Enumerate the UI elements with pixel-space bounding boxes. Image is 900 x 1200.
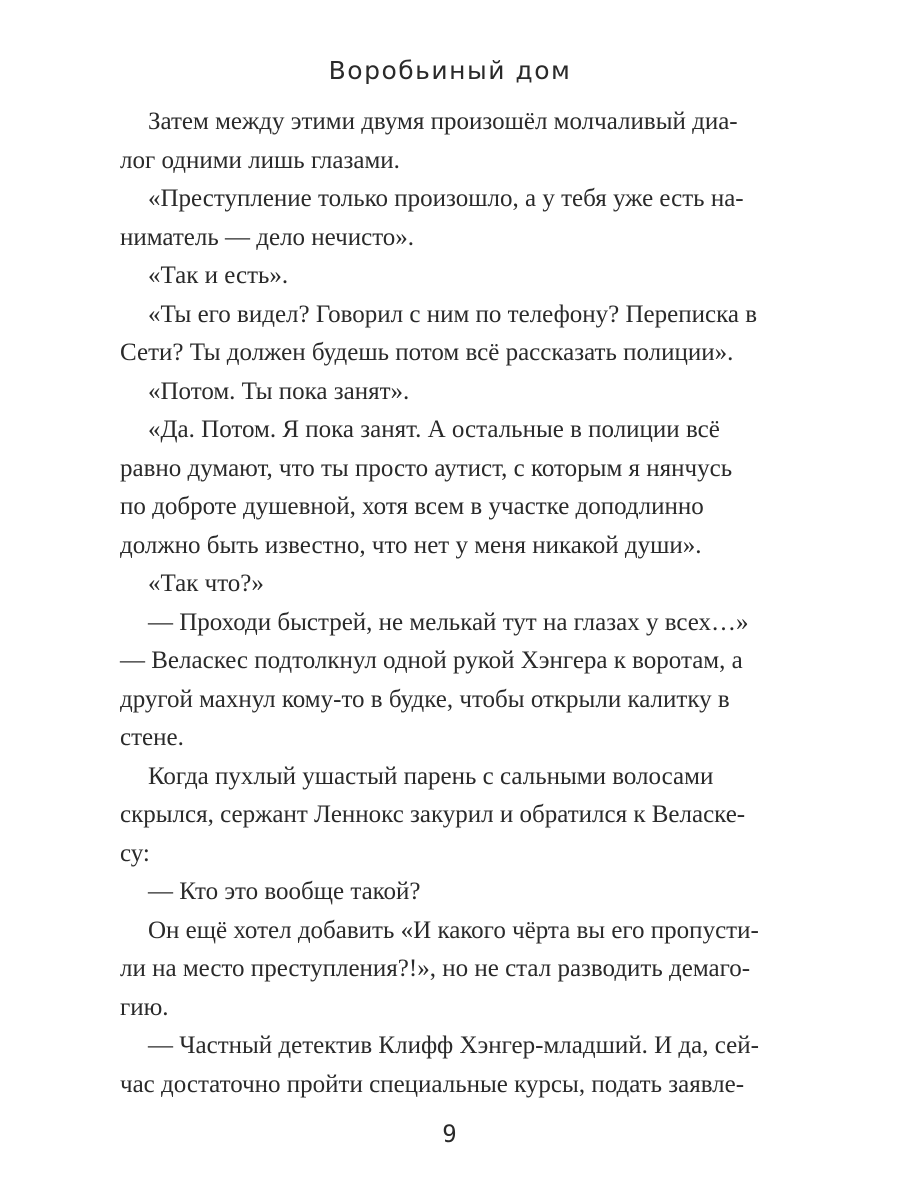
text-line: «Потом. Ты пока занят». [148,377,410,405]
text-line: — Кто это вообще такой? [148,878,421,905]
text-line: — Проходи быстрей, не мелькай тут на глазах у всех…» [148,608,749,636]
text-line: другой махнул кому-то в будке, чтобы открыли калитку в [120,685,730,713]
page-number: 9 [442,1120,458,1148]
text-line: по доброте душевной, хотя всем в участке доподлинно [120,493,704,520]
text-line: ли на место преступления?!», но не стал разводить демаго- [120,955,751,982]
running-title: Воробьиный дом [328,56,572,85]
text-line: равно думают, что ты просто аутист, с которым я нянчусь [120,454,733,482]
text-line: час достаточно пройти специальные курсы, подать заявле- [120,1070,745,1098]
text-line: «Ты его видел? Говорил с ним по телефону? Переписка в [148,300,758,328]
text-line: ниматель — дело нечисто». [120,223,415,251]
text-line: Когда пухлый ушастый парень с сальными волосами [148,762,714,790]
text-line: «Преступление только произошло, а у тебя уже есть на- [148,185,744,212]
text-line: — Частный детектив Клифф Хэнгер-младший. И да, сей- [148,1032,759,1059]
text-line: стене. [120,724,184,751]
text-line: гию. [120,993,169,1021]
text-line: Затем между этими двумя произошёл молчаливый диа- [148,108,738,135]
text-line: должно быть известно, что нет у меня никакой души». [120,531,702,559]
text-line: Сети? Ты должен будешь потом всё рассказать полиции». [120,339,734,366]
text-line: Он ещё хотел добавить «И какого чёрта вы его пропусти- [148,916,759,944]
text-line: — Веласкес подтолкнул одной рукой Хэнгера к воротам, а [120,647,743,674]
text-line: «Так что?» [148,570,264,597]
text-line: лог одними лишь глазами. [120,146,400,174]
text-line: су: [120,839,150,867]
text-line: скрылся, сержант Леннокс закурил и обратился к Веласке- [120,801,746,828]
text-line: «Да. Потом. Я пока занят. А остальные в полиции всё [148,416,720,443]
body-text [120,103,780,1104]
text-line: «Так и есть». [148,262,289,289]
